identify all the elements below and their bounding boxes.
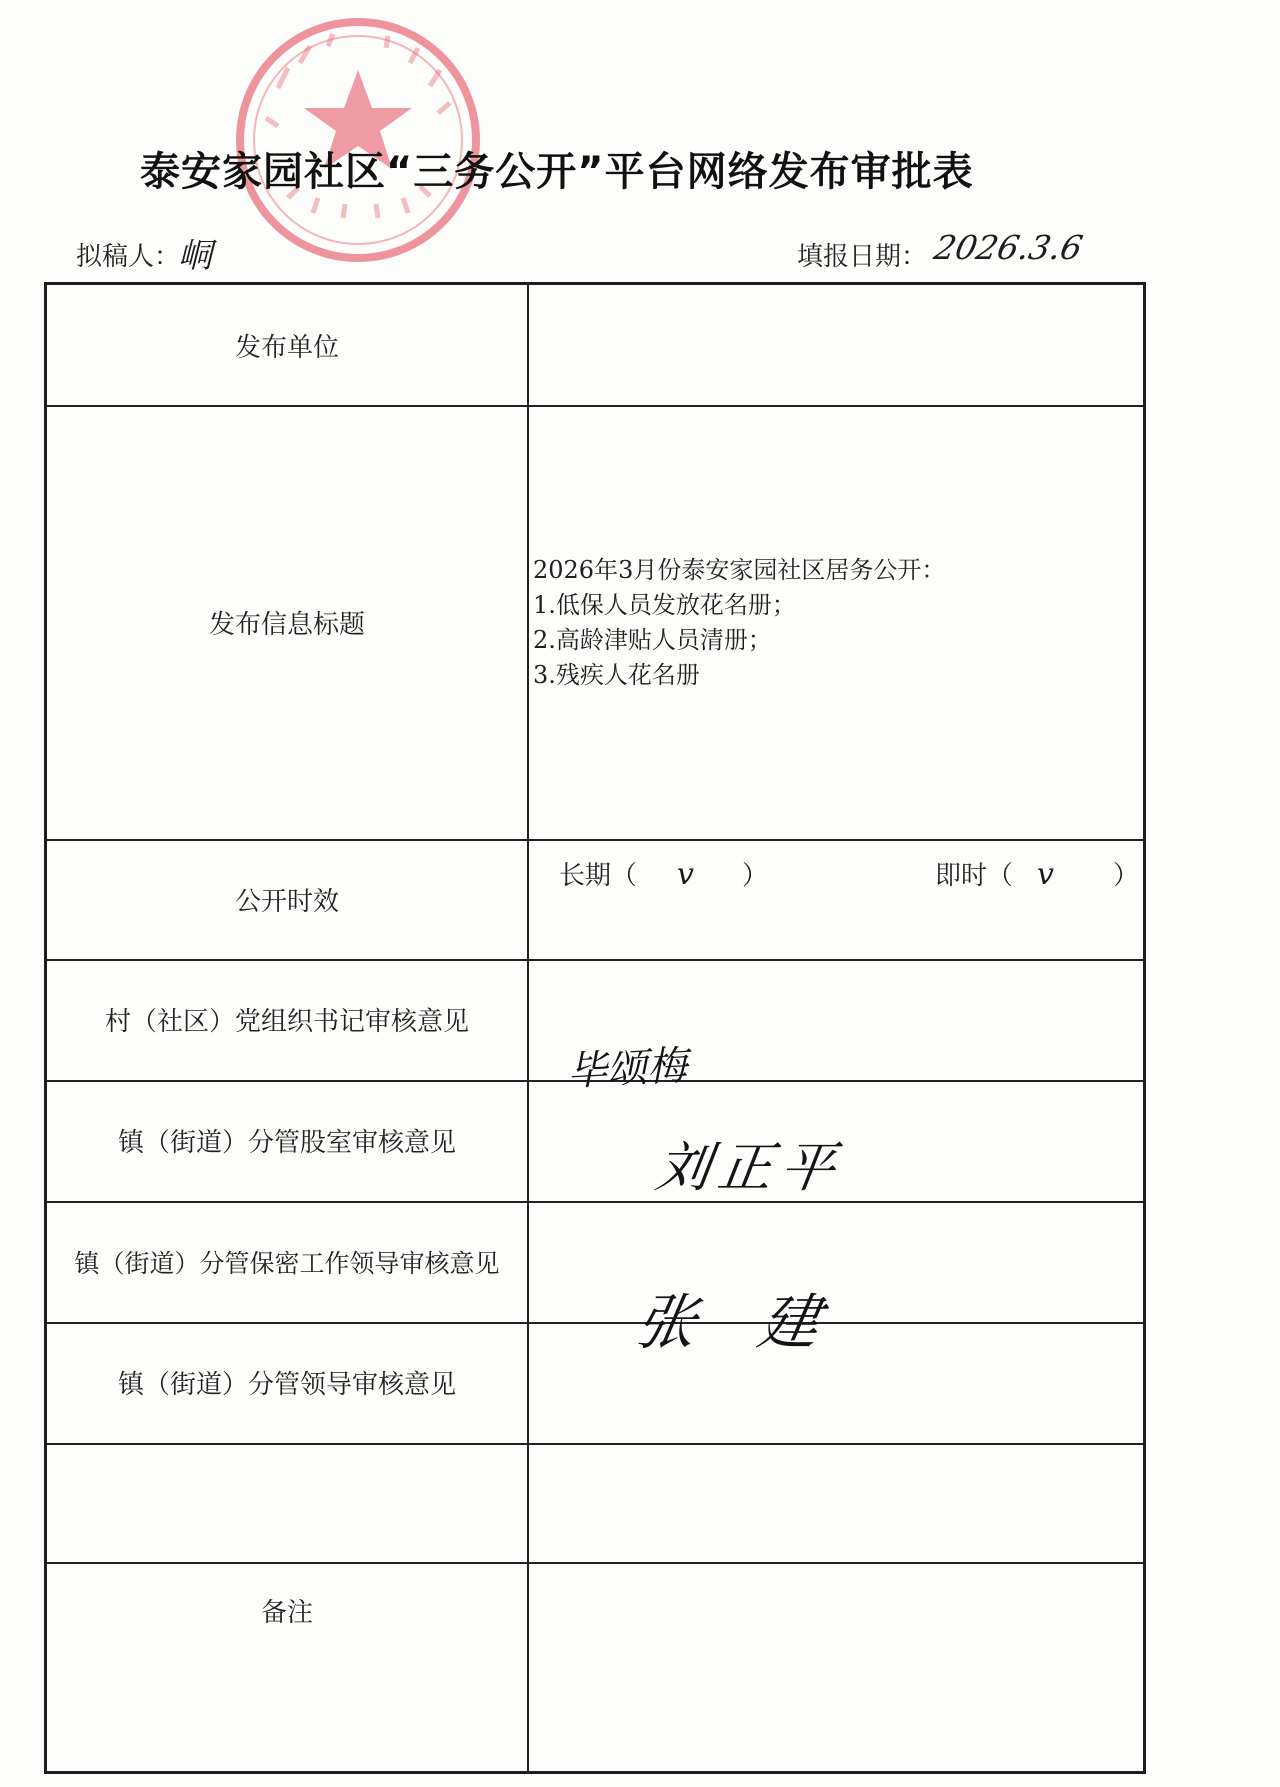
form-title: 泰安家园社区“三务公开”平台网络发布审批表 [140,149,974,195]
fill-date-label: 填报日期： [797,242,928,272]
long-term-close-paren: ） [742,861,769,891]
long-term-option-label: 长期（ [559,861,638,891]
info-title-label: 发布信息标题 [208,609,365,640]
info-title-content [533,553,1133,693]
immediate-option-label: 即时（ [935,861,1014,891]
info-title-line: 2.高龄津贴人员清册； [533,626,772,654]
party-secretary-review-label: 村（社区）党组织书记审核意见 [104,1007,469,1037]
drafter-label: 拟稿人： [76,242,181,272]
confidentiality-leader-signature: 张 建 [629,1288,848,1358]
column-divider [527,285,529,1771]
division-signature: 刘正平 [652,1136,847,1199]
division-review-label: 镇（街道）分管股室审核意见 [117,1128,456,1158]
party-secretary-signature: 毕颂梅 [566,1042,689,1096]
drafter-signature: 峒 [178,236,212,276]
info-title-line: 3.残疾人花名册 [533,661,700,689]
leader-review-label: 镇（街道）分管领导审核意见 [117,1370,456,1400]
long-term-check-mark: v [677,857,694,892]
info-title-line: 2026年3月份泰安家园社区居务公开： [533,556,946,584]
approval-table [44,282,1146,1774]
immediate-close-paren: ） [1113,861,1140,891]
confidentiality-leader-review-label: 镇（街道）分管保密工作领导审核意见 [74,1248,500,1278]
fill-date-value: 2026.3.6 [930,228,1087,267]
publishing-unit-label: 发布单位 [234,332,339,363]
remarks-label: 备注 [260,1597,313,1628]
info-title-line: 1.低保人员发放花名册； [533,591,796,619]
immediate-check-mark: v [1037,857,1054,892]
disclosure-timing-label: 公开时效 [234,886,339,917]
